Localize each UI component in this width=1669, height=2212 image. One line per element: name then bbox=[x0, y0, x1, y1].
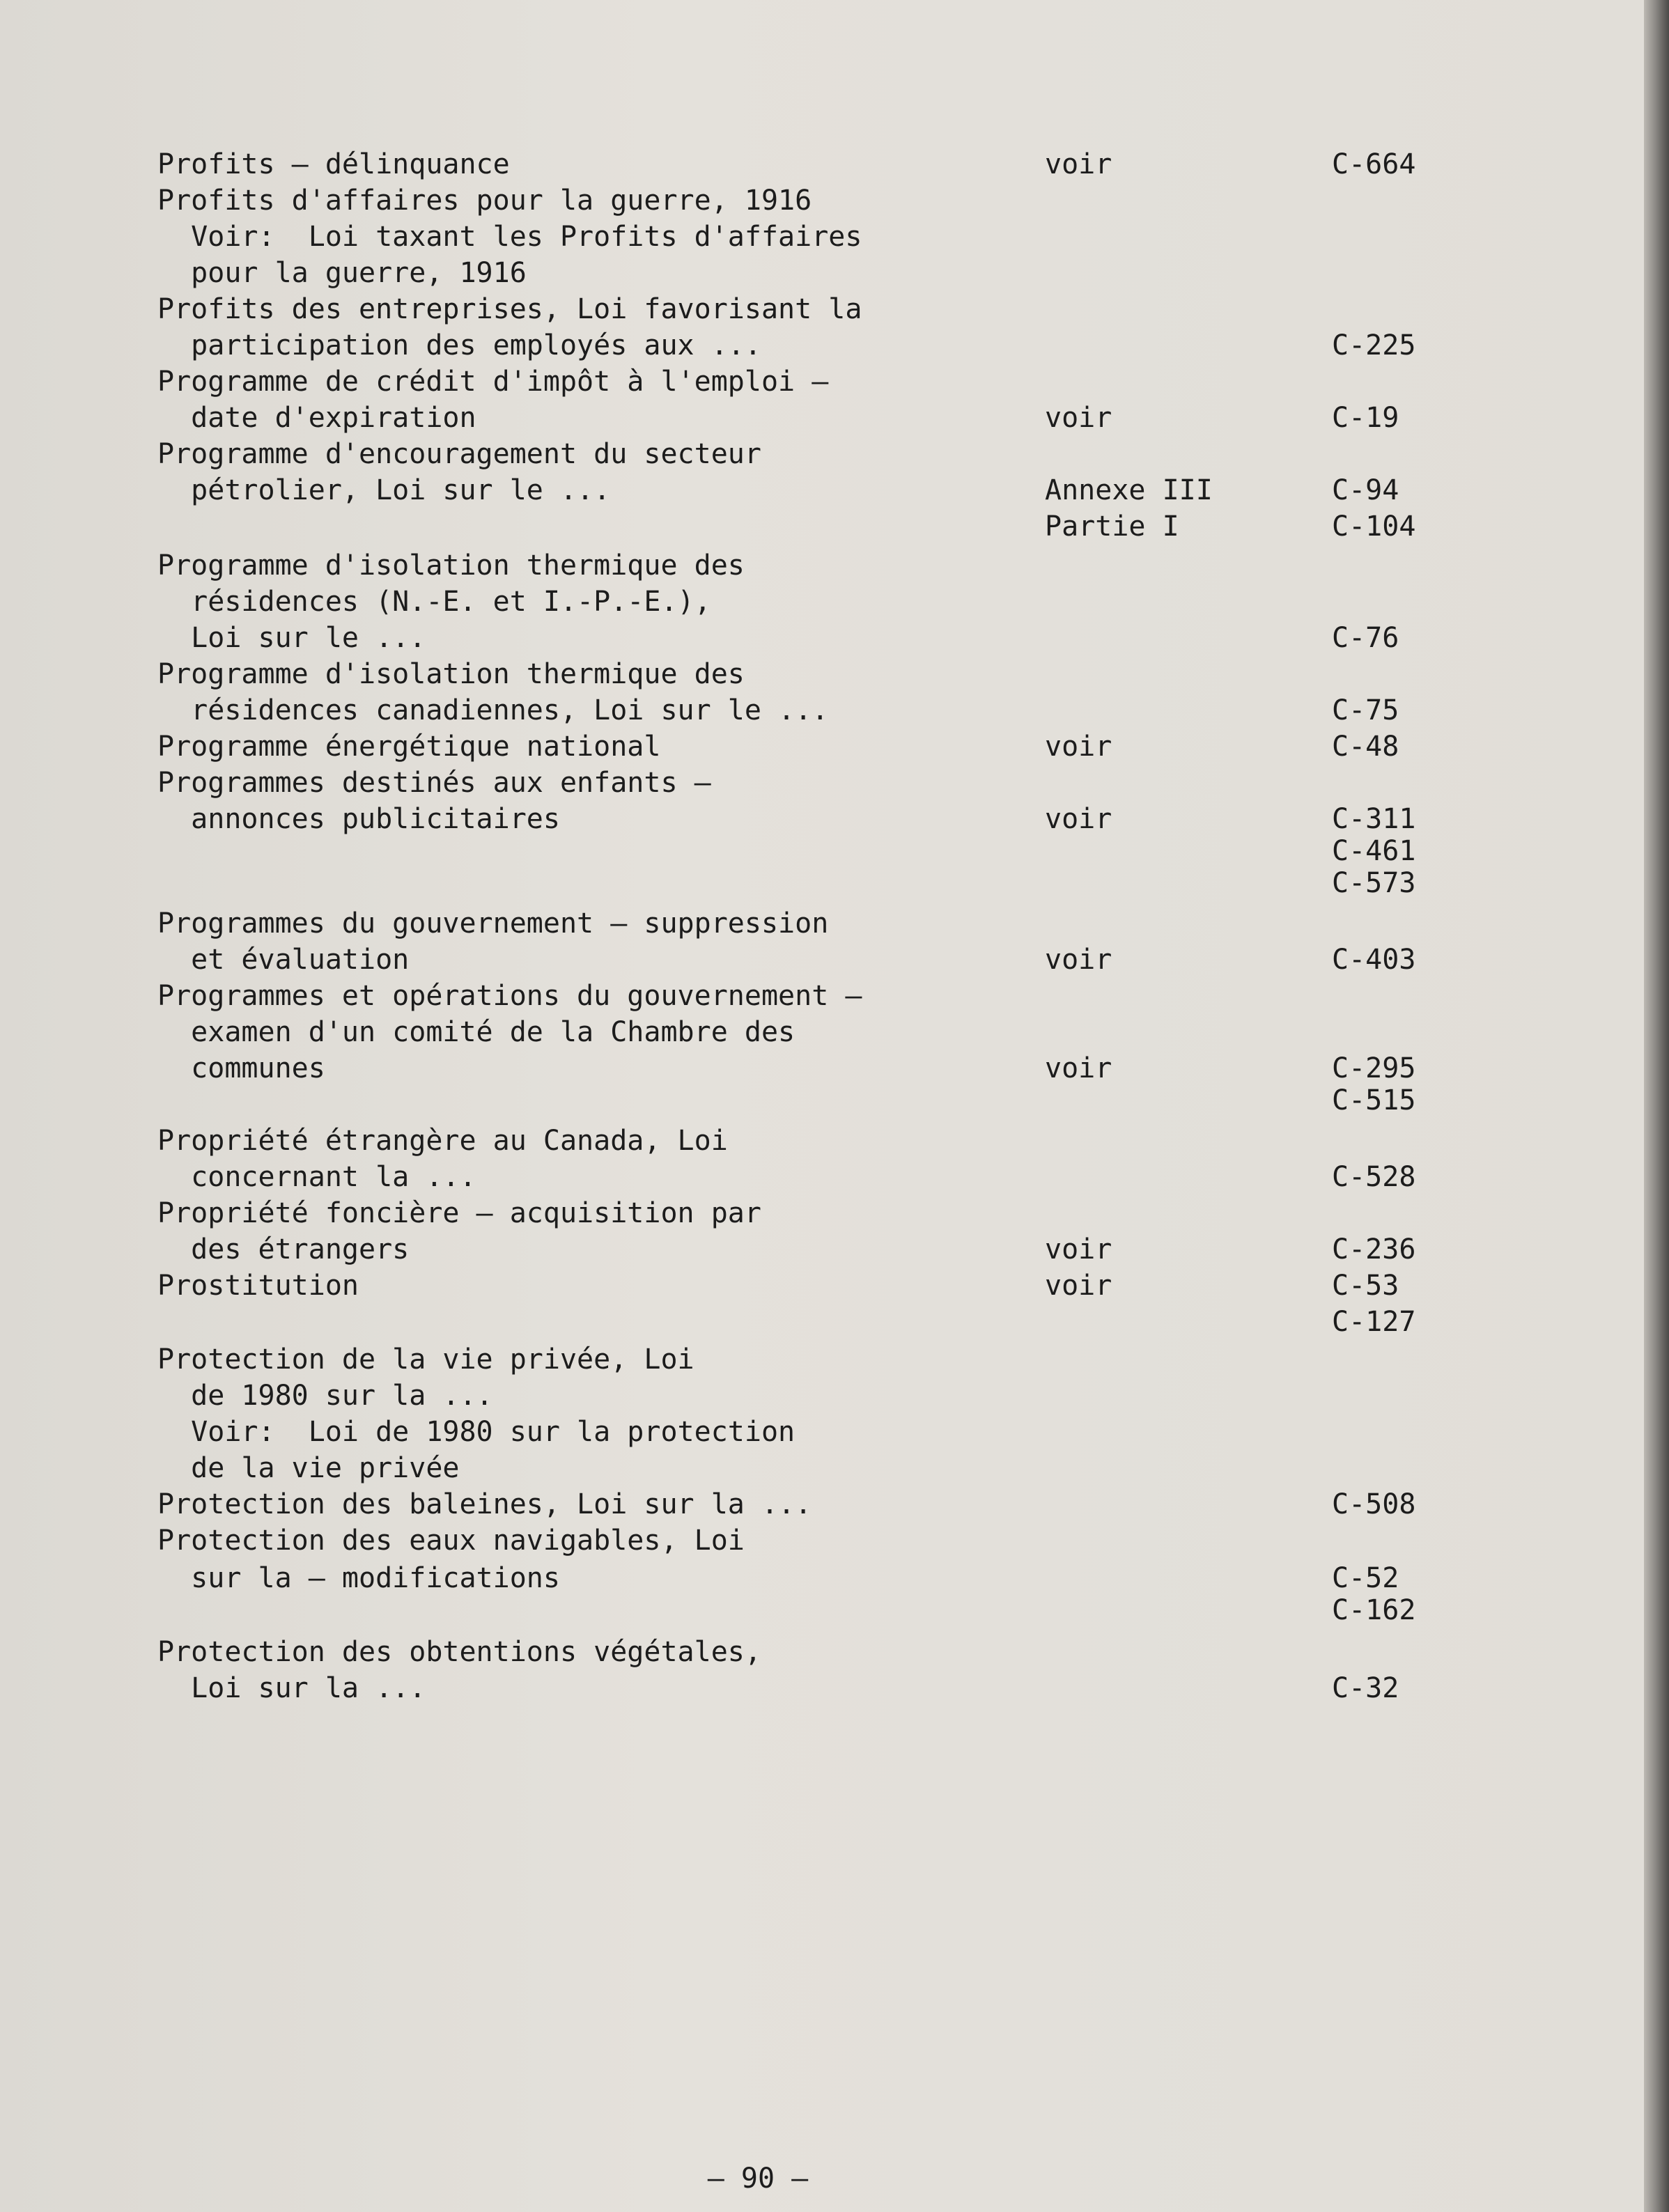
entry-text: pour la guerre, 1916 bbox=[157, 257, 527, 289]
entry-bill-number: C-19 bbox=[1332, 402, 1399, 434]
entry-bill-number: C-664 bbox=[1332, 148, 1416, 180]
entry-bill-number: C-236 bbox=[1332, 1233, 1416, 1265]
entry-bill-number: C-32 bbox=[1332, 1672, 1399, 1704]
entry-text: Profits des entreprises, Loi favorisant la bbox=[157, 293, 862, 325]
entry-text: participation des employés aux ... bbox=[157, 329, 761, 361]
entry-reference: voir bbox=[1045, 1233, 1112, 1265]
entry-bill-number: C-48 bbox=[1332, 731, 1399, 763]
entry-bill-number: C-76 bbox=[1332, 622, 1399, 654]
entry-bill-number: C-162 bbox=[1332, 1594, 1416, 1626]
entry-text: Voir: Loi taxant les Profits d'affaires bbox=[157, 221, 862, 253]
page-edge-shadow bbox=[1644, 0, 1669, 2212]
entry-text: de 1980 sur la ... bbox=[157, 1380, 493, 1412]
entry-text: Programmes et opérations du gouvernement – bbox=[157, 980, 862, 1012]
entry-text: communes bbox=[157, 1052, 325, 1084]
entry-bill-number: C-75 bbox=[1332, 694, 1399, 726]
entry-text: Profits – délinquance bbox=[157, 148, 510, 180]
entry-reference: voir bbox=[1045, 731, 1112, 763]
entry-text: Voir: Loi de 1980 sur la protection bbox=[157, 1416, 795, 1448]
entry-reference: Partie I bbox=[1045, 511, 1179, 543]
entry-reference: voir bbox=[1045, 944, 1112, 976]
entry-text: Programme d'isolation thermique des bbox=[157, 550, 745, 582]
entry-reference: voir bbox=[1045, 1052, 1112, 1084]
entry-text: concernant la ... bbox=[157, 1161, 476, 1193]
entry-reference: voir bbox=[1045, 402, 1112, 434]
entry-text: résidences canadiennes, Loi sur le ... bbox=[157, 694, 829, 726]
entry-bill-number: C-94 bbox=[1332, 474, 1399, 506]
entry-bill-number: C-53 bbox=[1332, 1270, 1399, 1302]
entry-text: Programmes destinés aux enfants – bbox=[157, 767, 711, 799]
entry-text: Programme énergétique national bbox=[157, 731, 661, 763]
entry-text: de la vie privée bbox=[157, 1452, 460, 1484]
entry-text: sur la – modifications bbox=[157, 1562, 560, 1594]
entry-text: pétrolier, Loi sur le ... bbox=[157, 474, 611, 506]
entry-bill-number: C-225 bbox=[1332, 329, 1416, 361]
entry-text: Loi sur la ... bbox=[157, 1672, 426, 1704]
entry-bill-number: C-528 bbox=[1332, 1161, 1416, 1193]
entry-bill-number: C-295 bbox=[1332, 1052, 1416, 1084]
entry-text: des étrangers bbox=[157, 1233, 410, 1265]
entry-text: Programme d'isolation thermique des bbox=[157, 658, 745, 690]
entry-bill-number: C-508 bbox=[1332, 1488, 1416, 1520]
entry-bill-number: C-52 bbox=[1332, 1562, 1399, 1594]
entry-reference: voir bbox=[1045, 148, 1112, 180]
entry-text: Profits d'affaires pour la guerre, 1916 bbox=[157, 185, 812, 217]
entry-text: Propriété foncière – acquisition par bbox=[157, 1197, 761, 1229]
entry-text: Prostitution bbox=[157, 1270, 359, 1302]
entry-bill-number: C-311 bbox=[1332, 803, 1416, 835]
entry-text: Propriété étrangère au Canada, Loi bbox=[157, 1125, 728, 1157]
entry-text: résidences (N.-E. et I.-P.-E.), bbox=[157, 586, 711, 618]
entry-text: Protection de la vie privée, Loi bbox=[157, 1343, 694, 1376]
entry-reference: voir bbox=[1045, 1270, 1112, 1302]
entry-bill-number: C-403 bbox=[1332, 944, 1416, 976]
page-number bbox=[0, 2160, 1644, 2197]
entry-bill-number: C-127 bbox=[1332, 1306, 1416, 1338]
entry-text: Programmes du gouvernement – suppression bbox=[157, 908, 829, 940]
entry-text: date d'expiration bbox=[157, 402, 476, 434]
entry-bill-number: C-573 bbox=[1332, 867, 1416, 899]
entry-text: Loi sur le ... bbox=[157, 622, 426, 654]
entry-text: Programme d'encouragement du secteur bbox=[157, 438, 761, 470]
entry-bill-number: C-515 bbox=[1332, 1084, 1416, 1116]
page-number-text: – 90 – bbox=[707, 2163, 809, 2195]
entry-text: examen d'un comité de la Chambre des bbox=[157, 1016, 795, 1048]
entry-text: Protection des eaux navigables, Loi bbox=[157, 1525, 745, 1557]
entry-text: et évaluation bbox=[157, 944, 410, 976]
entry-reference: voir bbox=[1045, 803, 1112, 835]
entry-text: Protection des baleines, Loi sur la ... bbox=[157, 1488, 812, 1520]
entry-reference: Annexe III bbox=[1045, 474, 1213, 506]
entry-text: Programme de crédit d'impôt à l'emploi – bbox=[157, 366, 829, 398]
entry-bill-number: C-461 bbox=[1332, 835, 1416, 867]
entry-bill-number: C-104 bbox=[1332, 511, 1416, 543]
entry-text: annonces publicitaires bbox=[157, 803, 560, 835]
entry-text: Protection des obtentions végétales, bbox=[157, 1636, 761, 1668]
